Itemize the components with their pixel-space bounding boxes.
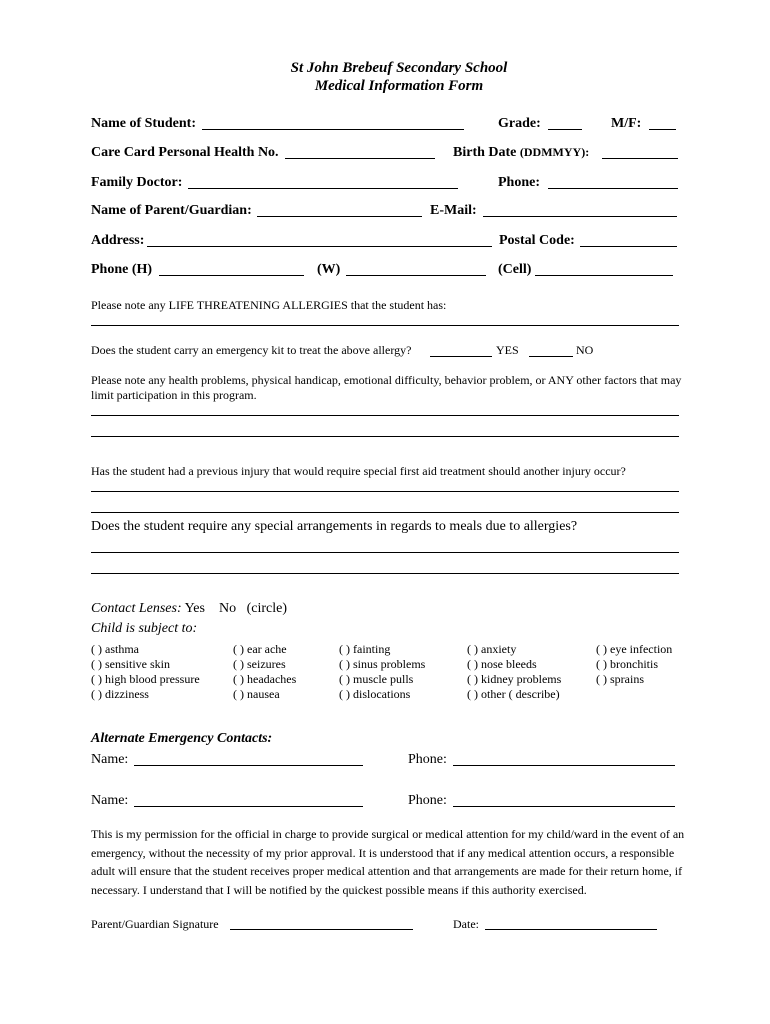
condition-seizures[interactable]: ( ) seizures [233,657,286,671]
meals-line-2[interactable] [91,573,679,574]
contact-2-phone-field[interactable] [453,806,675,807]
condition-asthma[interactable]: ( ) asthma [91,642,139,656]
parent-name-label: Name of Parent/Guardian: [91,203,252,218]
contact-2-name-field[interactable] [134,806,363,807]
family-doctor-label: Family Doctor: [91,175,183,190]
sex-label: M/F: [611,116,642,131]
condition-ear-ache[interactable]: ( ) ear ache [233,642,287,656]
contact-lenses-options[interactable]: Yes No (circle) [184,601,287,616]
condition-bronchitis[interactable]: ( ) bronchitis [596,657,658,671]
parent-name-field[interactable] [257,216,422,217]
student-name-label: Name of Student: [91,116,196,131]
condition-headaches[interactable]: ( ) headaches [233,672,297,686]
health-problems-question: Please note any health problems, physical handicap, emotional difficulty, behavior problem, or ANY other factors that may limit participation in this program. [91,373,682,402]
grade-label: Grade: [498,116,541,131]
permission-text: This is my permission for the official in charge to provide surgical or medical attention for my child/ward in the event of an emergency, without the necessity of my prior approval. It is understood that if any medical attention occurs, a responsible adult will ensure that the student receives proper medical attention and that arrangements are made for their return home, if necessary. I understand that I will be notified by the quickest possible means if this authority exercised. [91,827,685,897]
condition-sensitive-skin[interactable]: ( ) sensitive skin [91,657,170,671]
contact-1-phone-label: Phone: [408,752,447,767]
phone-home-field[interactable] [159,275,304,276]
condition-fainting[interactable]: ( ) fainting [339,642,391,656]
contact-2-phone-label: Phone: [408,793,447,808]
care-card-label: Care Card Personal Health No. [91,145,279,160]
sex-field[interactable] [649,129,676,130]
allergies-answer-line[interactable] [91,325,679,326]
previous-injury-line-2[interactable] [91,512,679,513]
birth-date-field[interactable] [602,158,678,159]
phone-work-label: (W) [317,262,341,277]
allergies-question: Please note any LIFE THREATENING ALLERGIES that the student has: [91,298,447,312]
emergency-kit-no-field[interactable] [529,356,573,357]
contact-2-name-label: Name: [91,793,129,808]
conditions-heading: Child is subject to: [91,621,198,636]
school-name: St John Brebeuf Secondary School [290,60,508,76]
birth-date-text: Birth Date [453,145,517,160]
condition-sinus-problems[interactable]: ( ) sinus problems [339,657,426,671]
emergency-contacts-heading: Alternate Emergency Contacts: [91,731,273,746]
condition-nausea[interactable]: ( ) nausea [233,687,280,701]
address-field[interactable] [147,246,492,247]
email-label: E-Mail: [430,203,477,218]
condition-muscle-pulls[interactable]: ( ) muscle pulls [339,672,414,686]
contact-1-phone-field[interactable] [453,765,675,766]
meals-question: Does the student require any special arrangements in regards to meals due to allergies? [91,519,578,534]
care-card-field[interactable] [285,158,435,159]
email-field[interactable] [483,216,677,217]
phone-home-label: Phone (H) [91,262,153,277]
emergency-kit-yes-field[interactable] [430,356,492,357]
student-name-field[interactable] [202,129,464,130]
emergency-kit-no-label: NO [576,343,594,357]
contact-lenses-label: Contact Lenses: [91,601,182,616]
doctor-phone-field[interactable] [548,188,678,189]
date-field[interactable] [485,929,657,930]
emergency-kit-yes-label: YES [496,343,519,357]
condition-anxiety[interactable]: ( ) anxiety [467,642,517,656]
phone-cell-label: (Cell) [498,262,532,277]
condition-high-blood-pressure[interactable]: ( ) high blood pressure [91,672,200,686]
condition-kidney-problems[interactable]: ( ) kidney problems [467,672,562,686]
health-problems-line-2[interactable] [91,436,679,437]
emergency-kit-question: Does the student carry an emergency kit to treat the above allergy? [91,343,412,357]
family-doctor-field[interactable] [188,188,458,189]
condition-other[interactable]: ( ) other ( describe) [467,687,560,701]
contact-1-name-label: Name: [91,752,129,767]
address-label: Address: [91,233,145,248]
postal-code-field[interactable] [580,246,677,247]
postal-code-label: Postal Code: [499,233,575,248]
date-label: Date: [453,917,479,931]
phone-cell-field[interactable] [535,275,673,276]
birth-date-format: (DDMMYY): [519,145,590,159]
condition-dizziness[interactable]: ( ) dizziness [91,687,149,701]
health-problems-line-1[interactable] [91,415,679,416]
doctor-phone-label: Phone: [498,175,540,190]
phone-work-field[interactable] [346,275,486,276]
signature-label: Parent/Guardian Signature [91,917,219,931]
meals-line-1[interactable] [91,552,679,553]
contact-lenses-row [91,601,287,617]
previous-injury-line-1[interactable] [91,491,679,492]
grade-field[interactable] [548,129,582,130]
contact-1-name-field[interactable] [134,765,363,766]
condition-eye-infection[interactable]: ( ) eye infection [596,642,673,656]
previous-injury-question: Has the student had a previous injury that would require special first aid treatment should another injury occur? [91,464,626,478]
condition-dislocations[interactable]: ( ) dislocations [339,687,411,701]
condition-nose-bleeds[interactable]: ( ) nose bleeds [467,657,537,671]
form-title: Medical Information Form [314,78,484,94]
birth-date-label [453,145,589,161]
condition-sprains[interactable]: ( ) sprains [596,672,644,686]
signature-field[interactable] [230,929,413,930]
